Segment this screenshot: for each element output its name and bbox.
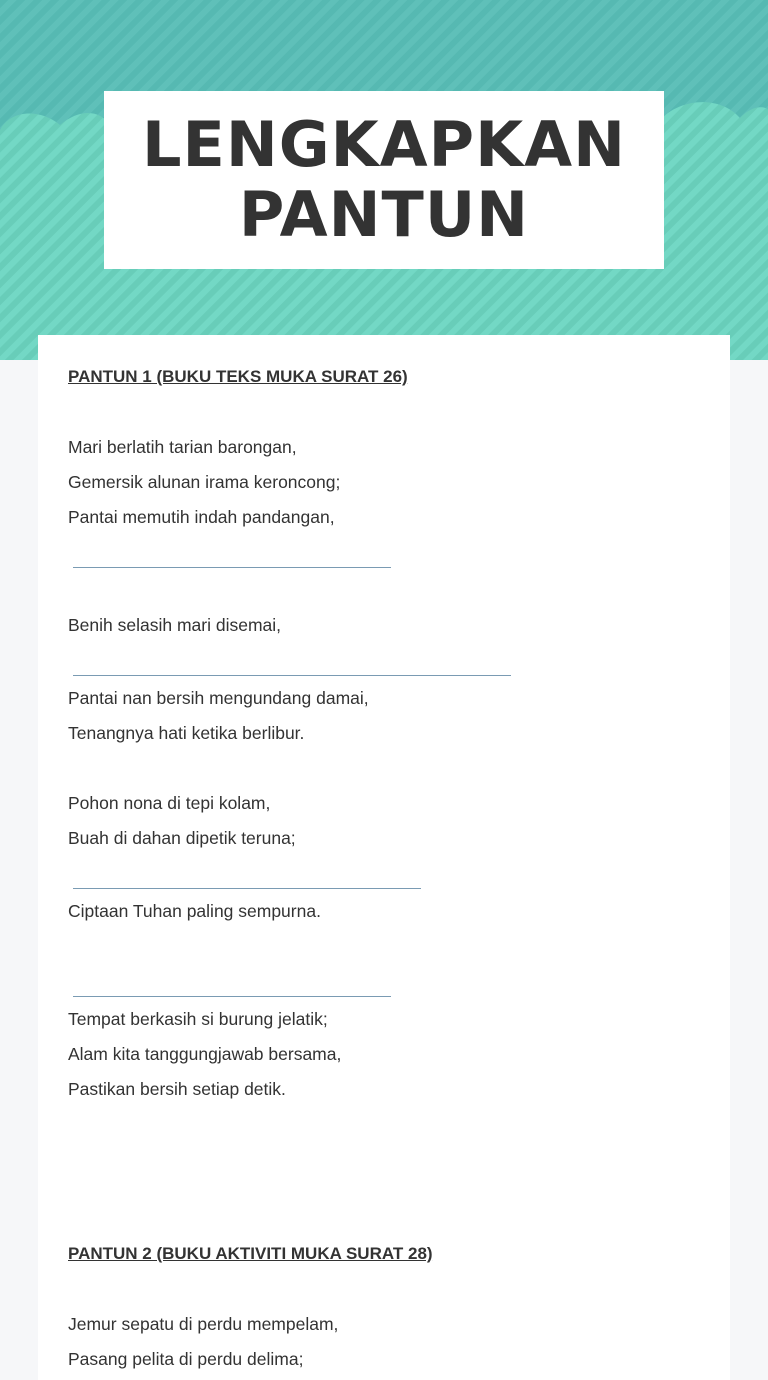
pantun-3-answer-input[interactable] bbox=[73, 858, 421, 888]
title-card bbox=[104, 91, 664, 269]
pantun-5-line-2: Pasang pelita di perdu delima; bbox=[68, 1349, 304, 1369]
pantun-2-line-4: Tenangnya hati ketika berlibur. bbox=[68, 723, 305, 743]
pantun-1-line-1: Mari berlatih tarian barongan, bbox=[68, 437, 297, 457]
section-2-heading: PANTUN 2 (BUKU AKTIVITI MUKA SURAT 28) bbox=[68, 1244, 433, 1263]
pantun-3-line-2: Buah di dahan dipetik teruna; bbox=[68, 828, 296, 848]
pantun-2-blank[interactable] bbox=[73, 675, 511, 676]
pantun-3-blank[interactable] bbox=[73, 888, 421, 889]
section-1-heading: PANTUN 1 (BUKU TEKS MUKA SURAT 26) bbox=[68, 367, 408, 386]
pantun-1-answer-input[interactable] bbox=[73, 537, 391, 567]
pantun-5-line-1: Jemur sepatu di perdu mempelam, bbox=[68, 1314, 339, 1334]
pantun-2-line-1: Benih selasih mari disemai, bbox=[68, 615, 282, 635]
pantun-4-line-2: Tempat berkasih si burung jelatik; bbox=[68, 1009, 328, 1029]
pantun-4-answer-input[interactable] bbox=[73, 966, 391, 996]
header-banner bbox=[0, 0, 768, 360]
page-title-line-1: LENGKAPKAN bbox=[141, 108, 627, 181]
page-title-line-2: PANTUN bbox=[238, 178, 530, 251]
pantun-4-line-4: Pastikan bersih setiap detik. bbox=[68, 1079, 286, 1099]
pantun-3-line-4: Ciptaan Tuhan paling sempurna. bbox=[68, 901, 321, 921]
pantun-3-line-1: Pohon nona di tepi kolam, bbox=[68, 793, 271, 813]
pantun-4-blank[interactable] bbox=[73, 996, 391, 997]
pantun-2-answer-input[interactable] bbox=[73, 645, 511, 675]
pantun-2-line-3: Pantai nan bersih mengundang damai, bbox=[68, 688, 369, 708]
pantun-1-blank[interactable] bbox=[73, 567, 391, 568]
pantun-1-line-2: Gemersik alunan irama keroncong; bbox=[68, 472, 341, 492]
pantun-1-line-3: Pantai memutih indah pandangan, bbox=[68, 507, 335, 527]
pantun-4-line-3: Alam kita tanggungjawab bersama, bbox=[68, 1044, 342, 1064]
